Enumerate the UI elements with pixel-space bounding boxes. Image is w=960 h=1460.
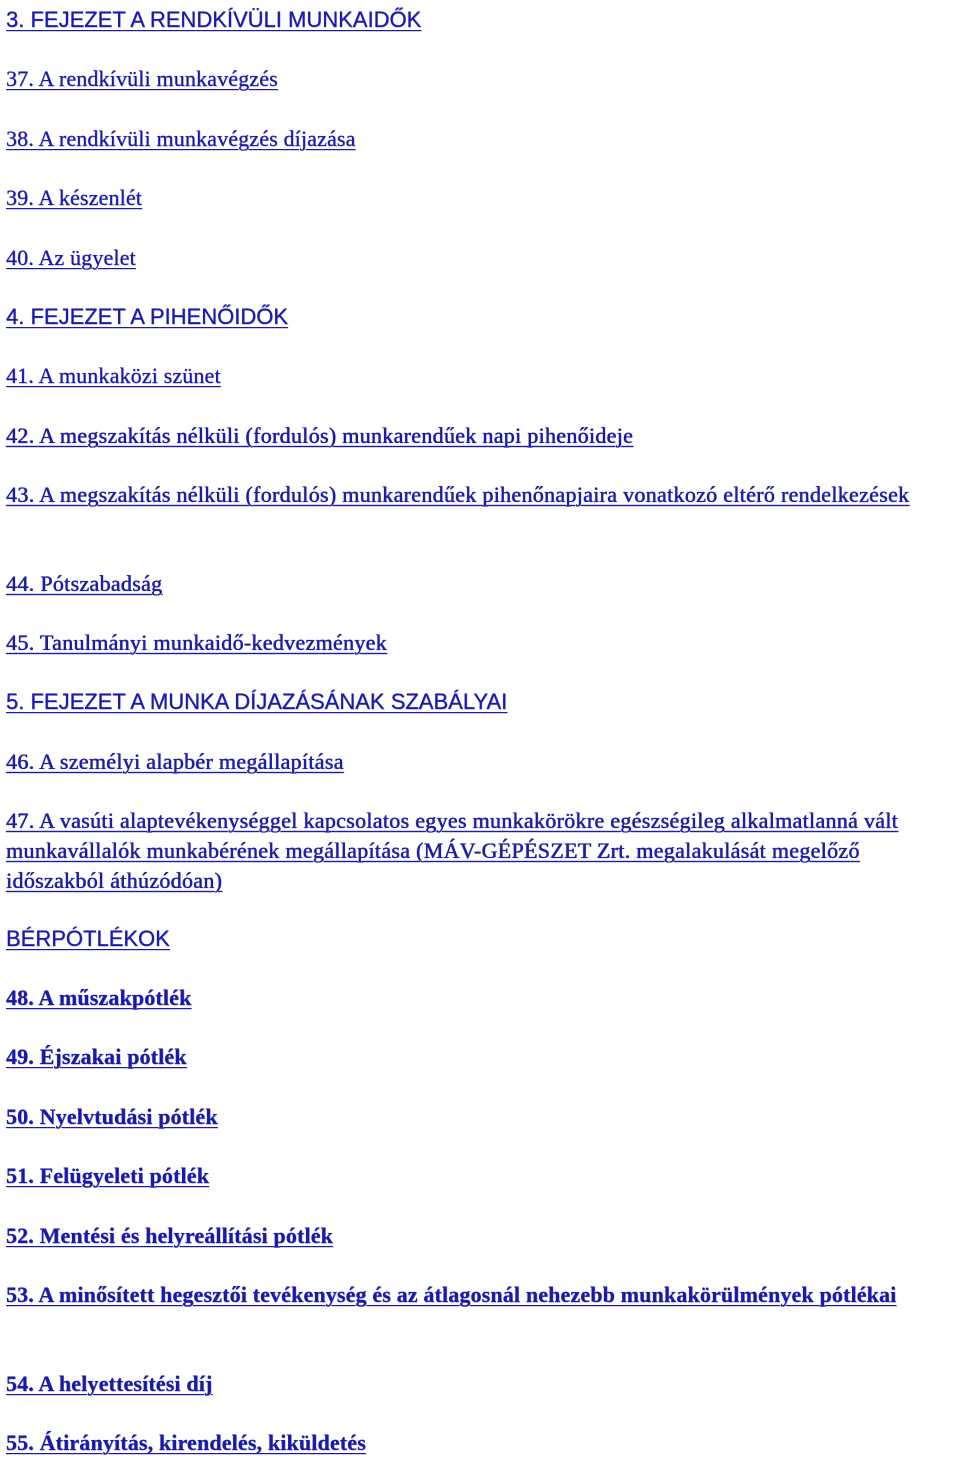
toc-link-section-40[interactable]: 40. Az ügyelet xyxy=(6,245,136,270)
toc-link-chapter-5[interactable]: 5. FEJEZET A MUNKA DÍJAZÁSÁNAK SZABÁLYAI xyxy=(6,689,508,714)
toc-link-section-39[interactable]: 39. A készenlét xyxy=(6,185,143,210)
toc-link-chapter-3[interactable]: 3. FEJEZET A RENDKÍVÜLI MUNKAIDŐK xyxy=(6,7,422,32)
toc-link-section-49[interactable]: 49. Éjszakai pótlék xyxy=(6,1044,187,1069)
toc-link-section-43[interactable]: 43. A megszakítás nélküli (fordulós) munkarendűek pihenőnapjaira vonatkozó eltérő rendelkezések xyxy=(6,482,910,507)
toc-link-chapter-4[interactable]: 4. FEJEZET A PIHENŐIDŐK xyxy=(6,304,289,329)
toc-link-section-48[interactable]: 48. A műszakpótlék xyxy=(6,985,192,1010)
toc-link-section-52[interactable]: 52. Mentési és helyreállítási pótlék xyxy=(6,1223,334,1248)
toc-link-section-42[interactable]: 42. A megszakítás nélküli (fordulós) munkarendűek napi pihenőideje xyxy=(6,423,634,448)
toc-link-section-50[interactable]: 50. Nyelvtudási pótlék xyxy=(6,1104,218,1129)
toc-link-section-41[interactable]: 41. A munkaközi szünet xyxy=(6,363,221,388)
toc-link-berpotlekok[interactable]: BÉRPÓTLÉKOK xyxy=(6,926,170,951)
toc-link-section-38[interactable]: 38. A rendkívüli munkavégzés díjazása xyxy=(6,126,356,151)
toc-link-section-45[interactable]: 45. Tanulmányi munkaidő-kedvezmények xyxy=(6,630,387,655)
toc-link-section-46[interactable]: 46. A személyi alapbér megállapítása xyxy=(6,749,344,774)
toc-link-section-51[interactable]: 51. Felügyeleti pótlék xyxy=(6,1163,210,1188)
toc-link-section-54[interactable]: 54. A helyettesítési díj xyxy=(6,1371,213,1396)
toc-link-section-44[interactable]: 44. Pótszabadság xyxy=(6,571,163,596)
toc-link-section-47[interactable]: 47. A vasúti alaptevékenységgel kapcsolatos egyes munkakörökre egészségileg alkalmatlanná vált munkavállalók munkabérének megállapítása (MÁV-GÉPÉSZET Zrt. megalakulását megelőző időszakból áthúzódóan) xyxy=(6,808,899,893)
toc-link-section-53[interactable]: 53. A minősített hegesztői tevékenység és az átlagosnál nehezebb munkakörülmények pótlékai xyxy=(6,1282,897,1307)
toc-link-section-55[interactable]: 55. Átirányítás, kirendelés, kiküldetés xyxy=(6,1430,366,1455)
toc-link-section-37[interactable]: 37. A rendkívüli munkavégzés xyxy=(6,66,278,91)
